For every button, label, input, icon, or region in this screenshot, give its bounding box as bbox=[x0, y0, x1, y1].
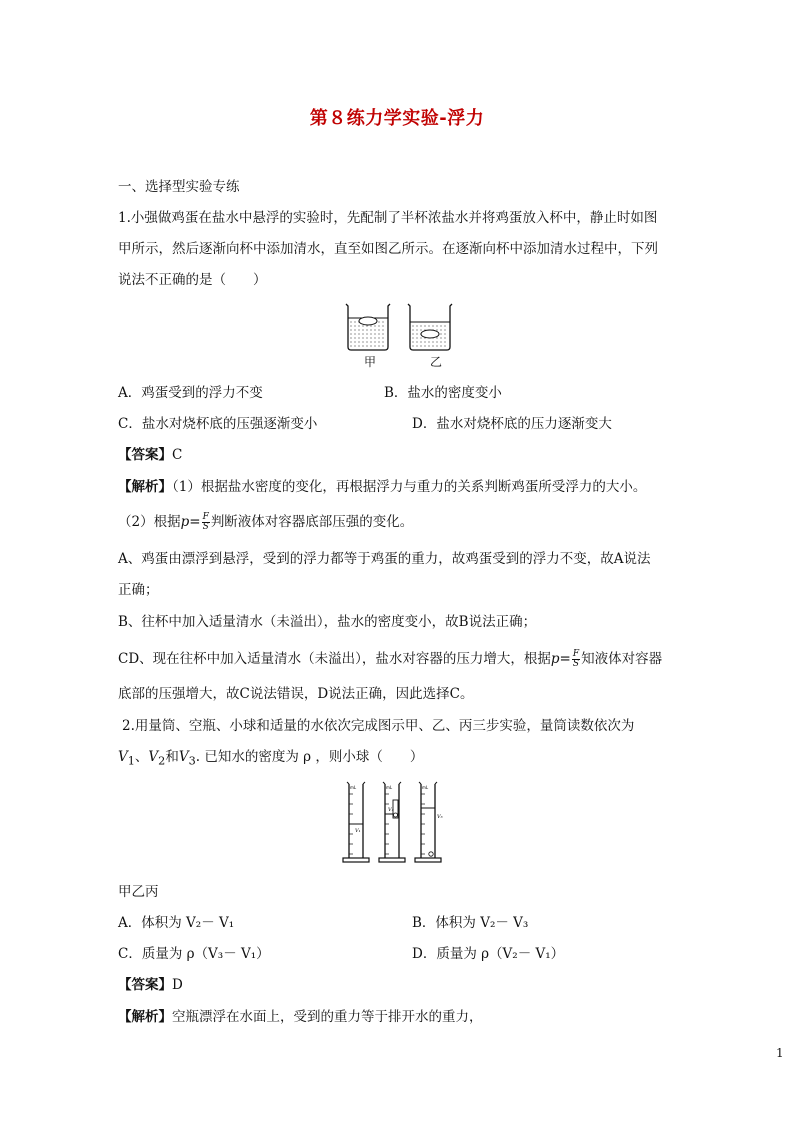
cylinder-yi bbox=[379, 782, 405, 862]
page-number: 1 bbox=[776, 1046, 784, 1060]
q1-option-c: C．盐水对烧杯底的压强逐渐变小 bbox=[118, 416, 318, 432]
fig-label-jia: 甲 bbox=[364, 355, 377, 369]
q1-analysis-cd-line2: 底部的压强增大，故C说法错误，D说法正确，因此选择C。 bbox=[118, 686, 474, 702]
frac-denominator: S bbox=[202, 522, 209, 532]
analysis-label-2: 【解析】 bbox=[118, 1009, 172, 1025]
v1-symbol: V bbox=[118, 749, 128, 765]
q1-option-d: D．盐水对烧杯底的压力逐渐变大 bbox=[412, 416, 612, 432]
formula-fraction bbox=[202, 513, 210, 532]
q1-analysis-a-line2: 正确； bbox=[118, 582, 159, 598]
q2-analysis-line1 bbox=[118, 1007, 483, 1027]
q1-answer-line bbox=[118, 445, 182, 465]
answer-label-2: 【答案】 bbox=[118, 977, 172, 993]
q1-analysis-line1 bbox=[118, 477, 646, 497]
frac-denominator-2: S bbox=[572, 659, 580, 669]
formula-lhs: p= bbox=[180, 514, 201, 530]
v3-symbol: V bbox=[178, 749, 189, 765]
q2-cylinder-figure bbox=[338, 778, 456, 870]
q2-stem-line2 bbox=[118, 747, 423, 772]
cylinder-jia bbox=[343, 782, 369, 862]
q2-answer-line bbox=[118, 975, 183, 995]
analysis2-post: 判断液体对容器底部压强的变化。 bbox=[210, 514, 414, 530]
q2-option-c: C．质量为 ρ（V₃－ V₁） bbox=[118, 946, 270, 962]
q2-fig-caption: 甲乙丙 bbox=[118, 884, 159, 900]
ml-label-1: mL bbox=[350, 785, 357, 790]
q1-stem-line2: 甲所示，然后逐渐向杯中添加清水，直至如图乙所示。在逐渐向杯中添加清水过程中，下列 bbox=[118, 241, 658, 257]
q1-stem-line3: 说法不正确的是（ ） bbox=[118, 272, 267, 288]
analysis-text: （1）根据盐水密度的变化，再根据浮力与重力的关系判断鸡蛋所受浮力的大小。 bbox=[172, 479, 647, 495]
frac-numerator-2: F bbox=[572, 649, 580, 659]
v3-subscript: 3 bbox=[188, 754, 196, 768]
analysis-label: 【解析】 bbox=[118, 479, 172, 495]
v2-symbol: V bbox=[148, 749, 159, 765]
formula-lhs-2: p= bbox=[550, 651, 571, 667]
v2-label: V₂ bbox=[388, 807, 394, 813]
q1-analysis-cd-line1 bbox=[118, 649, 662, 669]
q1-option-a: A．鸡蛋受到的浮力不变 bbox=[118, 385, 263, 401]
frac-numerator: F bbox=[202, 512, 209, 522]
cylinder-bing bbox=[415, 782, 443, 862]
q2-stem-line1: 2.用量筒、空瓶、小球和适量的水依次完成图示甲、乙、丙三步实验，量筒读数依次为 bbox=[122, 718, 635, 734]
v3-label: V₃ bbox=[437, 814, 443, 820]
q2-option-a: A．体积为 V₂－ V₁ bbox=[118, 915, 235, 931]
separator: 、 bbox=[134, 749, 149, 765]
answer-value: C bbox=[172, 447, 183, 463]
answer-value-2: D bbox=[172, 977, 183, 993]
q1-analysis-a-line1: A、鸡蛋由漂浮到悬浮，受到的浮力都等于鸡蛋的重力，故鸡蛋受到的浮力不变，故A说法 bbox=[118, 551, 651, 567]
stem-rest: . 已知水的密度为 ρ ，则小球（ ） bbox=[195, 749, 424, 765]
v1-label: V₁ bbox=[355, 828, 361, 834]
q1-option-b: B．盐水的密度变小 bbox=[384, 385, 502, 401]
analysis-text-2: 空瓶漂浮在水面上，受到的重力等于排开水的重力， bbox=[172, 1009, 483, 1025]
beaker-jia bbox=[346, 304, 390, 350]
q1-analysis-b: B、往杯中加入适量清水（未溢出），盐水的密度变小，故B说法正确； bbox=[118, 614, 537, 630]
beaker-yi bbox=[408, 304, 452, 350]
v1-subscript: 1 bbox=[127, 754, 135, 768]
and-word: 和 bbox=[165, 749, 179, 765]
q1-analysis-line2 bbox=[118, 512, 413, 532]
formula-fraction-2 bbox=[572, 650, 580, 669]
answer-label: 【答案】 bbox=[118, 447, 172, 463]
fig-label-yi: 乙 bbox=[430, 355, 443, 369]
analysis-cd-post: 知液体对容器 bbox=[581, 651, 663, 667]
analysis2-pre: （2）根据 bbox=[118, 514, 181, 530]
page-title: 第８练力学实验-浮力 bbox=[309, 108, 485, 129]
section-heading: 一、选择型实验专练 bbox=[118, 179, 240, 195]
q2-option-d: D．质量为 ρ（V₂－ V₁） bbox=[412, 946, 565, 962]
q1-stem-line1: 1.小强做鸡蛋在盐水中悬浮的实验时，先配制了半杯浓盐水并将鸡蛋放入杯中，静止时如图 bbox=[118, 210, 658, 226]
ml-label-2: mL bbox=[386, 785, 393, 790]
ml-label-3: mL bbox=[422, 785, 429, 790]
q2-option-b: B．体积为 V₂－ V₃ bbox=[412, 915, 529, 931]
v2-subscript: 2 bbox=[158, 754, 166, 768]
analysis-cd-pre: CD、现在往杯中加入适量清水（未溢出），盐水对容器的压力增大，根据 bbox=[118, 651, 551, 667]
